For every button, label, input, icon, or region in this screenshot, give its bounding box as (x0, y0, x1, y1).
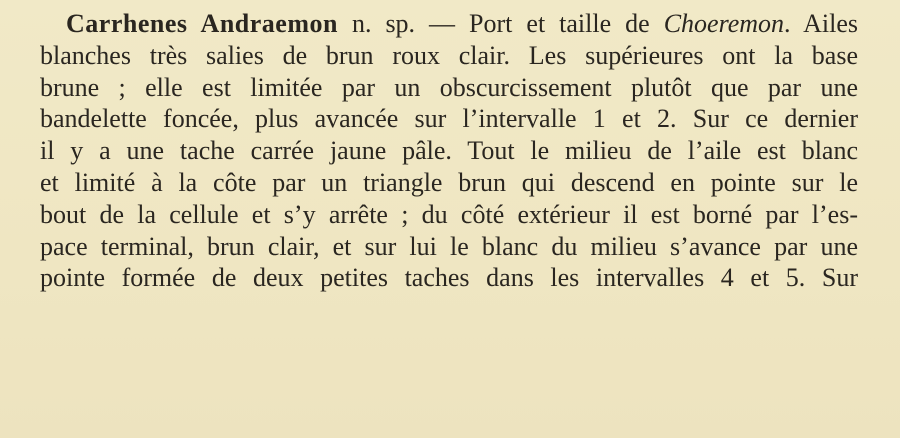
text-line-3: brune ; elle est limitée par un obscurcissement plutôt que par une (40, 72, 858, 102)
species-description-paragraph (40, 8, 858, 294)
genus-reference-italic: Choeremon (663, 9, 785, 38)
text-line-8: pace terminal, brun clair, et sur lui le blanc du milieu s’avance par une (40, 231, 858, 261)
line-1-text-b: . Ailes (784, 9, 858, 38)
text-line-1 (40, 8, 858, 40)
text-line-6: et limité à la côte par un triangle brun qui descend en pointe sur le (40, 167, 858, 197)
text-line-9: pointe formée de deux petites taches dans les intervalles 4 et 5. Sur (40, 263, 858, 293)
text-line-2: blanches très salies de brun roux clair. Les supérieures ont la base (40, 40, 858, 70)
text-line-5: il y a une tache carrée jaune pâle. Tout le milieu de l’aile est blanc (40, 136, 858, 166)
text-line-4: bandelette foncée, plus avancée sur l’intervalle 1 et 2. Sur ce dernier (40, 104, 858, 134)
species-name: Carrhenes Andraemon (66, 9, 338, 38)
text-line-7: bout de la cellule et s’y arrête ; du côté extérieur il est borné par l’es- (40, 199, 858, 229)
line-1-text-a: n. sp. — Port et taille de (337, 9, 664, 38)
